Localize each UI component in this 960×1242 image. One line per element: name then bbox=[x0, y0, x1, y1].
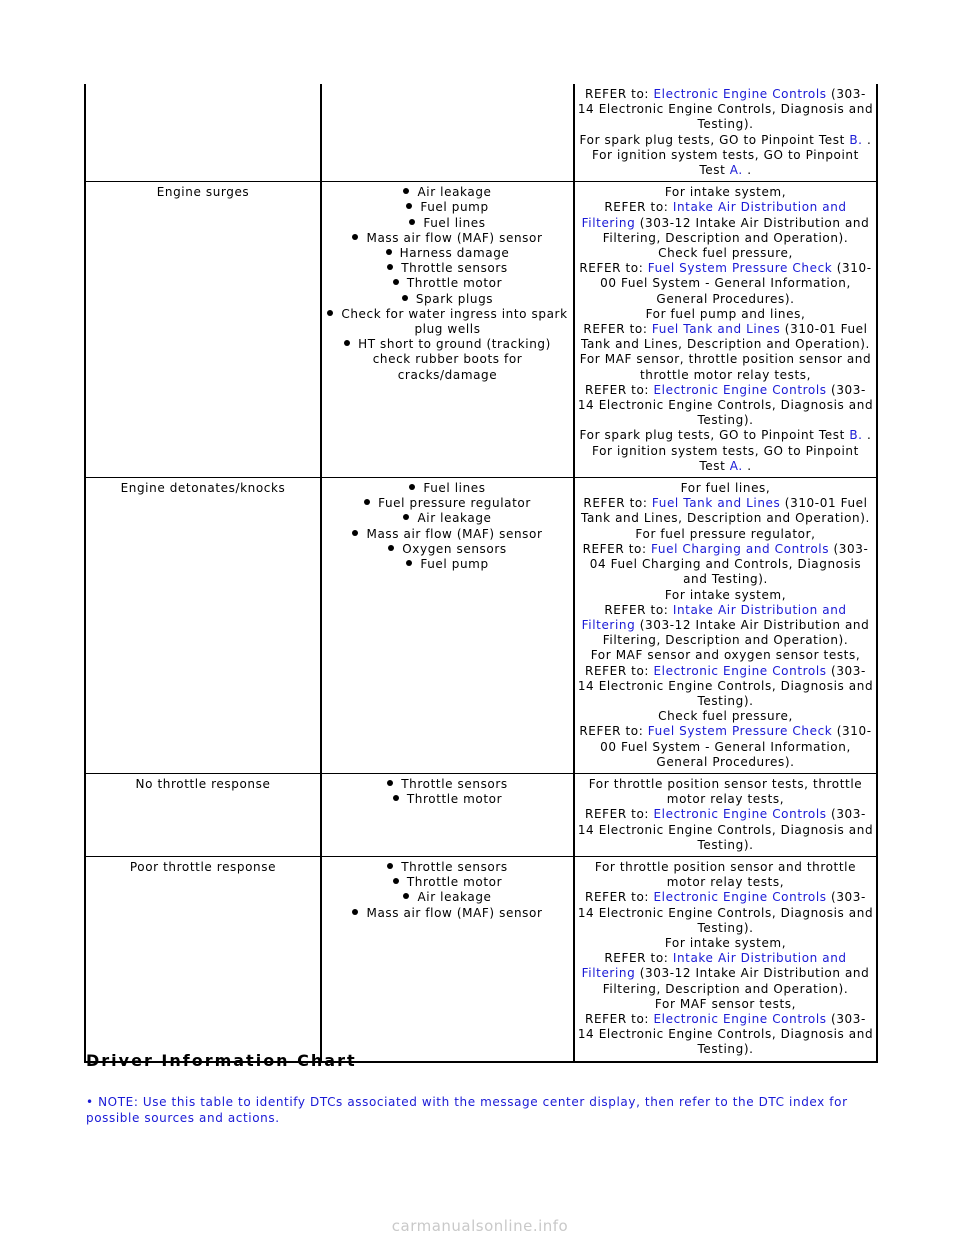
action-text: REFER to: bbox=[604, 602, 673, 617]
cause-list-item bbox=[324, 557, 571, 572]
bullet-icon bbox=[352, 530, 358, 536]
bullet-icon bbox=[344, 340, 350, 346]
reference-link[interactable]: Intake Air Distribution and Filtering bbox=[581, 200, 847, 230]
action-text: REFER to: bbox=[583, 496, 652, 511]
bullet-icon bbox=[406, 560, 412, 566]
cause-label: Throttle sensors bbox=[401, 261, 508, 276]
action-text: For ignition system tests, GO to Pinpoint Test bbox=[592, 443, 859, 473]
bullet-icon bbox=[403, 514, 409, 520]
cause-label: Fuel lines bbox=[423, 481, 486, 496]
reference-link[interactable]: Electronic Engine Controls bbox=[653, 87, 827, 101]
action-text: For fuel pressure regulator, bbox=[635, 526, 816, 541]
action-text: REFER to: bbox=[585, 890, 654, 905]
action-line bbox=[577, 951, 874, 997]
action-text: For fuel lines, bbox=[680, 481, 771, 496]
action-text: (303-14 Electronic Engine Controls, Diagnosis and Testing). bbox=[577, 1011, 874, 1057]
cause-label: Mass air flow (MAF) sensor bbox=[366, 526, 543, 541]
bullet-icon bbox=[387, 264, 393, 270]
reference-link[interactable]: B. bbox=[849, 428, 863, 443]
causes-cell bbox=[321, 856, 574, 1061]
action-line bbox=[577, 200, 874, 246]
bullet-icon bbox=[387, 863, 393, 869]
table-row bbox=[85, 182, 877, 478]
action-line bbox=[577, 322, 874, 352]
reference-link[interactable]: A. bbox=[729, 458, 743, 473]
action-text: For MAF sensor, throttle position sensor and throttle motor relay tests, bbox=[579, 352, 872, 382]
action-line bbox=[577, 648, 874, 663]
action-text: . bbox=[742, 163, 752, 178]
action-line bbox=[577, 997, 874, 1012]
bullet-icon bbox=[352, 234, 358, 240]
action-text: (303-12 Intake Air Distribution and Filtering, Description and Operation). bbox=[602, 215, 870, 245]
cause-list-item bbox=[324, 890, 571, 905]
action-line bbox=[577, 261, 874, 307]
action-text: REFER to: bbox=[585, 87, 654, 101]
action-text: (303-14 Electronic Engine Controls, Diagnosis and Testing). bbox=[577, 663, 874, 708]
action-text: REFER to: bbox=[585, 807, 654, 822]
causes-cell bbox=[321, 182, 574, 478]
symptom-cell: Engine surges bbox=[85, 182, 321, 478]
cause-label: Check for water ingress into spark plug wells bbox=[341, 306, 568, 337]
symptom-chart-body bbox=[85, 84, 877, 1062]
cause-list-item bbox=[324, 337, 571, 383]
action-text: REFER to: bbox=[579, 261, 648, 276]
bullet-icon bbox=[409, 484, 415, 490]
reference-link[interactable]: Electronic Engine Controls bbox=[653, 663, 827, 678]
causes-cell bbox=[321, 773, 574, 856]
cause-label: Throttle motor bbox=[406, 792, 503, 807]
cause-label: Mass air flow (MAF) sensor bbox=[366, 905, 543, 920]
action-line bbox=[577, 664, 874, 710]
action-line bbox=[577, 87, 874, 133]
action-text: For intake system, bbox=[664, 587, 787, 602]
actions-cell bbox=[574, 84, 877, 182]
action-text: (310-00 Fuel System - General Information, General Procedures). bbox=[600, 261, 872, 306]
action-line bbox=[577, 936, 874, 951]
action-line bbox=[577, 890, 874, 936]
action-line bbox=[577, 148, 874, 178]
cause-list-item bbox=[324, 292, 571, 307]
cause-list-item bbox=[324, 860, 571, 875]
action-line bbox=[577, 352, 874, 382]
bullet-icon bbox=[327, 310, 333, 316]
action-text: For MAF sensor tests, bbox=[654, 996, 797, 1011]
bullet-icon bbox=[402, 295, 408, 301]
symptom-chart-table bbox=[84, 84, 878, 1063]
reference-link[interactable]: Fuel Tank and Lines bbox=[651, 496, 781, 511]
cause-list-item bbox=[324, 185, 571, 200]
reference-link[interactable]: Electronic Engine Controls bbox=[653, 382, 827, 397]
table-row bbox=[85, 478, 877, 774]
cause-label: Fuel pressure regulator bbox=[378, 496, 531, 511]
action-text: Check fuel pressure, bbox=[658, 246, 793, 261]
action-text: For intake system, bbox=[664, 185, 787, 200]
cause-list-item bbox=[324, 777, 571, 792]
action-text: (303-14 Electronic Engine Controls, Diagnosis and Testing). bbox=[577, 87, 874, 132]
reference-link[interactable]: Fuel Charging and Controls bbox=[651, 541, 830, 556]
cause-label: Throttle motor bbox=[406, 276, 503, 291]
cause-label: Oxygen sensors bbox=[402, 541, 507, 556]
bullet-icon bbox=[386, 249, 392, 255]
cause-list-item bbox=[324, 542, 571, 557]
action-text: For throttle position sensor and throttle motor relay tests, bbox=[594, 859, 857, 890]
action-text: (303-14 Electronic Engine Controls, Diagnosis and Testing). bbox=[577, 382, 874, 428]
reference-link[interactable]: Intake Air Distribution and Filtering bbox=[581, 602, 847, 632]
action-text: For spark plug tests, GO to Pinpoint Test bbox=[579, 132, 850, 147]
action-line bbox=[577, 527, 874, 542]
cause-label: Spark plugs bbox=[415, 291, 494, 306]
cause-list-item bbox=[324, 307, 571, 337]
symptom-cell: No throttle response bbox=[85, 773, 321, 856]
cause-label: Throttle motor bbox=[406, 875, 503, 890]
actions-cell bbox=[574, 773, 877, 856]
action-line bbox=[577, 603, 874, 649]
actions-cell bbox=[574, 856, 877, 1061]
bullet-icon bbox=[406, 203, 412, 209]
action-text: REFER to: bbox=[604, 951, 673, 966]
reference-link[interactable]: Fuel Tank and Lines bbox=[651, 322, 781, 337]
action-line bbox=[577, 588, 874, 603]
section-heading: Driver Information Chart bbox=[86, 1051, 357, 1070]
cause-label: Air leakage bbox=[417, 185, 492, 200]
symptom-cell bbox=[85, 84, 321, 182]
cause-list-item bbox=[324, 231, 571, 246]
bullet-icon bbox=[387, 780, 393, 786]
bullet-icon bbox=[409, 219, 415, 225]
symptom-cell: Engine detonates/knocks bbox=[85, 478, 321, 774]
action-text: . bbox=[742, 458, 752, 473]
action-text: (303-12 Intake Air Distribution and Filtering, Description and Operation). bbox=[602, 617, 870, 648]
action-line bbox=[577, 444, 874, 474]
action-line bbox=[577, 724, 874, 770]
cause-list-item bbox=[324, 511, 571, 526]
bullet-icon bbox=[388, 545, 394, 551]
action-line bbox=[577, 383, 874, 429]
action-text: REFER to: bbox=[604, 200, 673, 215]
reference-link[interactable]: Electronic Engine Controls bbox=[653, 890, 827, 905]
action-text: (303-14 Electronic Engine Controls, Diagnosis and Testing). bbox=[577, 890, 874, 935]
bullet-icon bbox=[364, 499, 370, 505]
causes-cell bbox=[321, 478, 574, 774]
bullet-icon bbox=[403, 893, 409, 899]
action-line bbox=[577, 428, 874, 443]
reference-link[interactable]: Intake Air Distribution and Filtering bbox=[581, 951, 847, 981]
action-text: Check fuel pressure, bbox=[658, 709, 793, 724]
action-text: (310-01 Fuel Tank and Lines, Description and Operation). bbox=[581, 322, 870, 352]
action-text: REFER to: bbox=[583, 322, 652, 337]
action-text: . bbox=[862, 132, 872, 147]
action-line bbox=[577, 481, 874, 496]
cause-list-item bbox=[324, 496, 571, 511]
actions-cell bbox=[574, 182, 877, 478]
note-text: • NOTE: Use this table to identify DTCs associated with the message center display, then refer to the DTC index for possible sources and actions. bbox=[86, 1095, 848, 1125]
action-text: For MAF sensor and oxygen sensor tests, bbox=[590, 648, 861, 663]
bullet-icon bbox=[393, 878, 399, 884]
bullet-icon bbox=[352, 909, 358, 915]
cause-list-item bbox=[324, 875, 571, 890]
action-text: REFER to: bbox=[585, 382, 654, 397]
action-text: REFER to: bbox=[585, 663, 654, 678]
action-line bbox=[577, 1012, 874, 1058]
action-text: (303-12 Intake Air Distribution and Filtering, Description and Operation). bbox=[602, 966, 870, 996]
action-line bbox=[577, 709, 874, 724]
action-line bbox=[577, 860, 874, 890]
action-text: (303-04 Fuel Charging and Controls, Diagnosis and Testing). bbox=[589, 541, 869, 587]
action-line bbox=[577, 496, 874, 526]
cause-label: Throttle sensors bbox=[401, 859, 508, 874]
reference-link[interactable]: Electronic Engine Controls bbox=[653, 1011, 827, 1026]
cause-label: HT short to ground (tracking) check rubber boots for cracks/damage bbox=[358, 337, 551, 382]
table-row bbox=[85, 856, 877, 1061]
cause-label: Air leakage bbox=[417, 511, 492, 526]
action-text: For fuel pump and lines, bbox=[645, 306, 806, 321]
cause-list-item bbox=[324, 276, 571, 291]
action-line bbox=[577, 542, 874, 588]
reference-link[interactable]: B. bbox=[849, 132, 863, 147]
cause-list-item bbox=[324, 200, 571, 215]
cause-label: Throttle sensors bbox=[401, 776, 508, 791]
action-text: For intake system, bbox=[664, 935, 787, 950]
cause-label: Harness damage bbox=[399, 246, 510, 261]
cause-list-item bbox=[324, 481, 571, 496]
cause-list-item bbox=[324, 527, 571, 542]
action-text: REFER to: bbox=[579, 724, 648, 739]
cause-label: Fuel pump bbox=[420, 200, 489, 215]
reference-link[interactable]: Electronic Engine Controls bbox=[653, 807, 827, 822]
action-line bbox=[577, 133, 874, 148]
action-text: REFER to: bbox=[582, 541, 652, 556]
action-line bbox=[577, 777, 874, 807]
action-text: (303-14 Electronic Engine Controls, Diagnosis and Testing). bbox=[577, 807, 874, 852]
table-row bbox=[85, 84, 877, 182]
reference-link[interactable]: A. bbox=[729, 163, 743, 178]
cause-list-item bbox=[324, 216, 571, 231]
table-row bbox=[85, 773, 877, 856]
action-line bbox=[577, 307, 874, 322]
action-text: For spark plug tests, GO to Pinpoint Test bbox=[579, 428, 850, 443]
cause-list-item bbox=[324, 906, 571, 921]
cause-list-item bbox=[324, 261, 571, 276]
cause-label: Fuel pump bbox=[420, 557, 489, 572]
cause-label: Fuel lines bbox=[423, 215, 486, 230]
cause-list-item bbox=[324, 792, 571, 807]
symptom-cell: Poor throttle response bbox=[85, 856, 321, 1061]
reference-link[interactable]: Fuel System Pressure Check bbox=[647, 261, 833, 276]
cause-label: Air leakage bbox=[417, 890, 492, 905]
cause-label: Mass air flow (MAF) sensor bbox=[366, 230, 543, 245]
cause-list-item bbox=[324, 246, 571, 261]
bullet-icon bbox=[403, 188, 409, 194]
watermark: carmanualsonline.info bbox=[391, 1217, 569, 1235]
action-text: For throttle position sensor tests, throttle motor relay tests, bbox=[588, 776, 863, 807]
action-text: (310-01 Fuel Tank and Lines, Description and Operation). bbox=[581, 496, 870, 526]
actions-cell bbox=[574, 478, 877, 774]
bullet-icon bbox=[393, 279, 399, 285]
action-line bbox=[577, 246, 874, 261]
action-line bbox=[577, 807, 874, 853]
action-text: For ignition system tests, GO to Pinpoint Test bbox=[592, 147, 859, 178]
action-text: . bbox=[862, 428, 872, 443]
reference-link[interactable]: Fuel System Pressure Check bbox=[647, 724, 833, 739]
action-text: REFER to: bbox=[585, 1011, 654, 1026]
bullet-icon bbox=[393, 795, 399, 801]
action-text: (310-00 Fuel System - General Information, General Procedures). bbox=[600, 724, 872, 769]
causes-cell bbox=[321, 84, 574, 182]
action-line bbox=[577, 185, 874, 200]
